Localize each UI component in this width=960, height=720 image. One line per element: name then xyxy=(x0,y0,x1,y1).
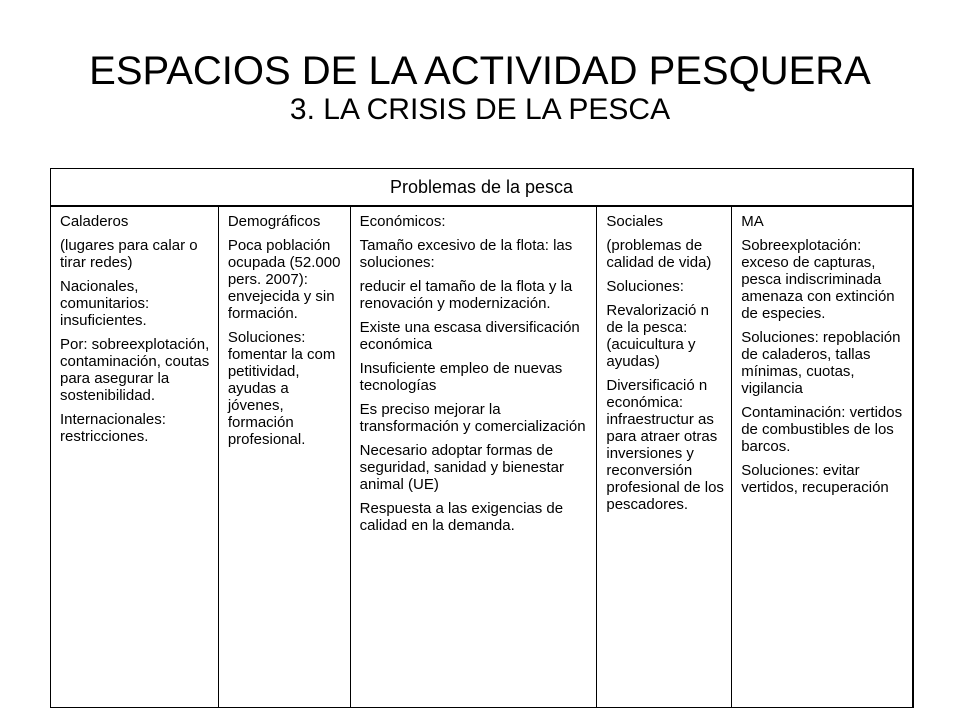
cell-paragraph: Soluciones: evitar vertidos, recuperación xyxy=(741,462,889,496)
cell-paragraph: Es preciso mejorar la transformación y comercialización xyxy=(359,401,586,435)
cell-paragraph: Caladeros xyxy=(60,213,129,230)
cell-paragraph: Necesario adoptar formas de seguridad, sanidad y bienestar animal (UE) xyxy=(359,442,564,493)
cell-paragraph: Económicos: xyxy=(359,213,446,230)
cell-paragraph: MA xyxy=(741,213,764,230)
column-caladeros xyxy=(51,207,219,707)
cell-paragraph: Contaminación: vertidos de combustibles de los barcos. xyxy=(741,404,903,455)
cell-paragraph: Poca población ocupada (52.000 pers. 2007): envejecida y sin formación. xyxy=(227,237,341,322)
cell-paragraph: Respuesta a las exigencias de calidad en la demanda. xyxy=(359,500,564,534)
cell-paragraph: Demográficos xyxy=(227,213,321,230)
cell-paragraph: Sobreexplotación: exceso de capturas, pesca indiscriminada amenaza con extinción de especies. xyxy=(741,237,895,322)
cell-paragraph: Tamaño excesivo de la flota: las soluciones: xyxy=(359,237,573,271)
page-title: ESPACIOS DE LA ACTIVIDAD PESQUERA xyxy=(89,49,871,93)
cell-paragraph: reducir el tamaño de la flota y la renovación y modernización. xyxy=(359,278,573,312)
problems-table xyxy=(50,168,914,708)
cell-paragraph: (lugares para calar o tirar redes) xyxy=(60,237,198,271)
slide-title xyxy=(0,50,960,126)
cell-paragraph: Diversificació n económica: infraestructur as para atraer otras inversiones y reconversión profesional de los pescadores. xyxy=(606,377,724,513)
cell-paragraph: Soluciones: repoblación de caladeros, tallas mínimas, cuotas, vigilancia xyxy=(741,329,901,397)
page-subtitle: 3. LA CRISIS DE LA PESCA xyxy=(289,93,671,126)
column-ma xyxy=(732,207,912,707)
cell-paragraph: Soluciones: xyxy=(606,278,684,295)
cell-paragraph: Internacionales: restricciones. xyxy=(60,411,166,445)
cell-paragraph: Por: sobreexplotación, contaminación, coutas para asegurar la sostenibilidad. xyxy=(60,336,210,404)
cell-paragraph: Nacionales, comunitarios: insuficientes. xyxy=(60,278,150,329)
column-economicos xyxy=(351,207,598,707)
column-sociales xyxy=(597,207,732,707)
cell-paragraph: Sociales xyxy=(606,213,664,230)
cell-paragraph: Existe una escasa diversificación económica xyxy=(359,319,580,353)
cell-paragraph: (problemas de calidad de vida) xyxy=(606,237,712,271)
cell-paragraph: Insuficiente empleo de nuevas tecnologías xyxy=(359,360,563,394)
table-header: Problemas de la pesca xyxy=(51,169,912,207)
table-columns xyxy=(51,207,912,707)
cell-paragraph: Soluciones: fomentar la com petitividad, ayudas a jóvenes, formación profesional. xyxy=(227,329,336,448)
column-demograficos xyxy=(219,207,351,707)
cell-paragraph: Revalorizació n de la pesca: (acuicultura y ayudas) xyxy=(606,302,709,370)
